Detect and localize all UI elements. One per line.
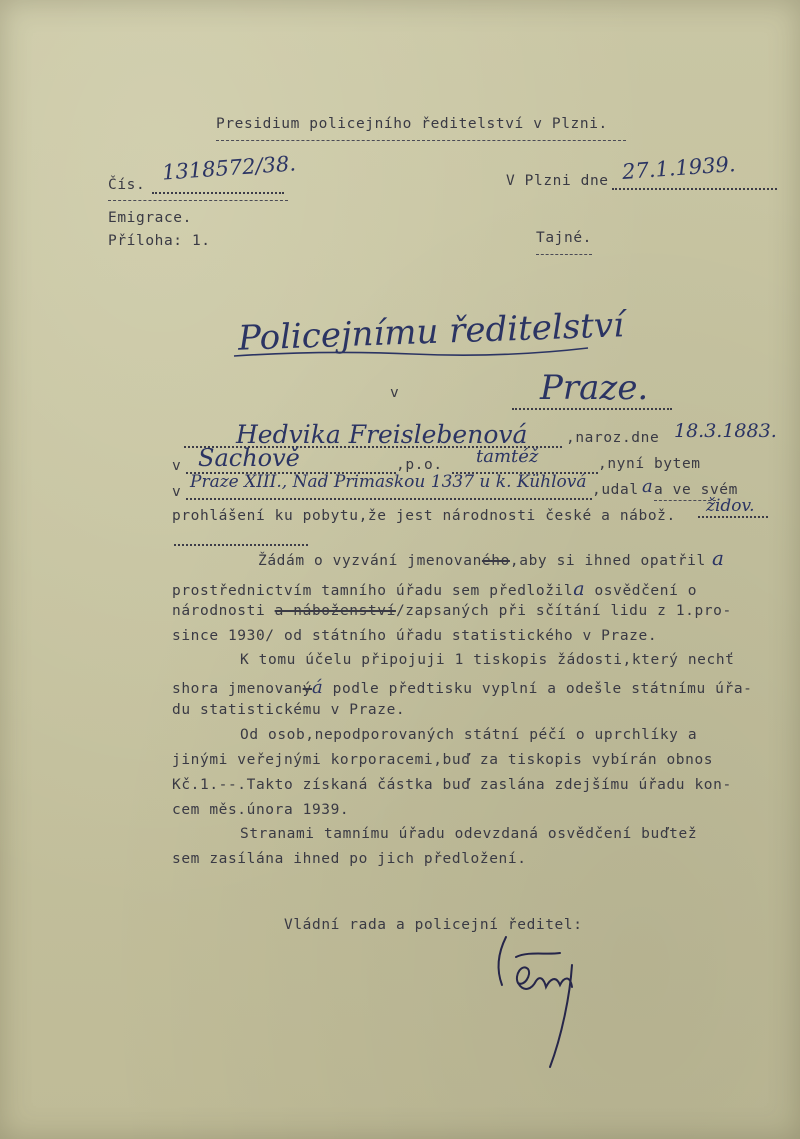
nationality-sentence: prohlášení ku pobytu,že jest národnosti české a nábož. xyxy=(172,508,676,524)
birthplace: Sachově xyxy=(198,444,300,472)
letter-date: 27.1.1939. xyxy=(621,152,737,184)
addressee-city: Praze. xyxy=(540,368,649,408)
heading-underline xyxy=(216,140,626,141)
handwritten-signature xyxy=(488,935,608,1085)
religion-dotline xyxy=(698,516,768,518)
place-date-label: V Plzni dne xyxy=(506,173,609,189)
reference-dotline xyxy=(152,192,284,194)
city-dotline xyxy=(512,408,672,410)
residence-address: Praze XIII., Nad Primaskou 1337 u k. Kühlová xyxy=(190,472,587,492)
body-p2-line1: K tomu účelu připojuji 1 tiskopis žádosti,který nechť xyxy=(240,652,735,668)
addressee-name: Policejnímu ředitelství xyxy=(237,305,625,359)
address-prefix: v xyxy=(172,484,182,500)
declared-label-a: ,udal xyxy=(592,482,639,498)
reference-underline xyxy=(108,200,288,201)
attachment-label: Příloha: 1. xyxy=(108,233,211,249)
reference-number: 1318572/38. xyxy=(161,151,297,185)
body-p4-line1: Stranami tamnímu úřadu odevzdaná osvědčení buďtež xyxy=(240,826,698,842)
office-heading: Presidium policejního ředitelství v Plzni. xyxy=(216,116,608,132)
continuation-dotline xyxy=(174,544,308,546)
body-p3-line2: jinými veřejnými korporacemi,buď za tiskopis vybírán obnos xyxy=(172,752,714,768)
address-dotline xyxy=(186,498,592,500)
body-p1-line4: since 1930/ od státního úřadu statistického v Praze. xyxy=(172,628,658,644)
addressee-underline xyxy=(232,346,592,366)
birthplace-prefix: v xyxy=(172,458,182,474)
body-p1-line3: národnosti a náboženství/zapsaných při sčítání lidu z 1.pro- xyxy=(172,603,732,619)
post-office: tamtéž xyxy=(476,446,539,467)
declared-label-b: a ve svém xyxy=(654,482,738,498)
religion: židov. xyxy=(706,496,755,516)
person-name: Hedvika Freislebenová xyxy=(236,420,528,449)
body-p2-line2: shora jmenovanýá podle předtisku vyplní a odešle státnímu úřa- xyxy=(172,677,753,698)
signatory-title: Vládní rada a policejní ředitel: xyxy=(284,917,583,933)
body-p3-line4: cem měs.února 1939. xyxy=(172,802,350,818)
declared-gender-ending: a xyxy=(642,476,653,497)
category-label: Emigrace. xyxy=(108,210,192,226)
body-p4-line2: sem zasílána ihned po jich předložení. xyxy=(172,851,527,867)
birth-label: ,naroz.dne xyxy=(566,430,660,446)
classification-label: Tajné. xyxy=(536,230,592,246)
residence-label: ,nyní bytem xyxy=(598,456,701,472)
reference-label: Čís. xyxy=(108,177,146,193)
addressee-preposition: v xyxy=(390,385,400,401)
correction-feminine-1: a xyxy=(712,546,724,570)
birth-date: 18.3.1883. xyxy=(674,420,777,442)
body-p2-line3: du statistickému v Praze. xyxy=(172,702,406,718)
body-p1-line1: Žádám o vyzvání jmenovaného,aby si ihned opatřil xyxy=(258,553,706,569)
body-p3-line3: Kč.1.--.Takto získaná částka buď zaslána zdejšímu úřadu kon- xyxy=(172,777,732,793)
post-office-label: ,p.o. xyxy=(396,457,443,473)
classification-underline xyxy=(536,254,592,255)
date-dotline xyxy=(612,188,777,190)
body-p3-line1: Od osob,nepodporovaných státní péčí o uprchlíky a xyxy=(240,727,698,743)
body-p1-line2: prostřednictvím tamního úřadu sem předložila osvědčení o xyxy=(172,578,698,600)
